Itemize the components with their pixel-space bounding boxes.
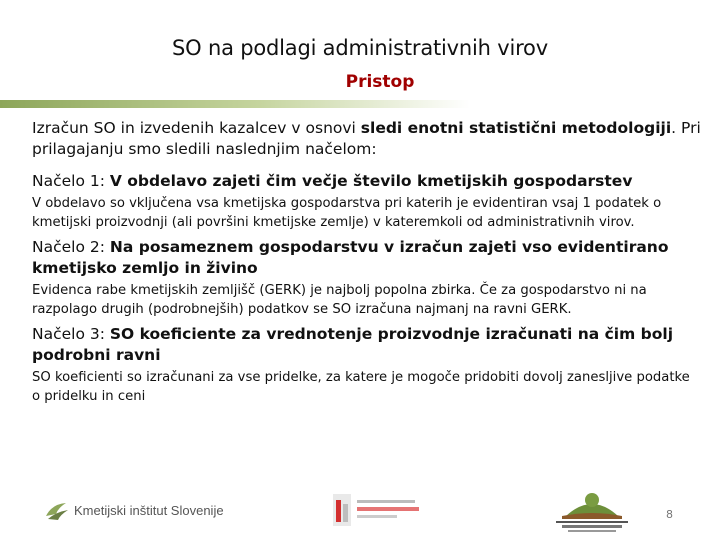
principle-2-title: Na posameznem gospodarstvu v izračun zajeti vso evidentirano kmetijsko zemljo in živino xyxy=(32,238,669,277)
intro-text-post: . Pri prilagajanju smo sledili naslednjim načelom: xyxy=(32,119,701,158)
intro-paragraph xyxy=(32,118,702,160)
principle-3-description: SO koeficienti so izračunani za vse pridelke, za katere je mogoče pridobiti dovolj zanesljive podatke o pridelku in ceni xyxy=(32,370,690,404)
title-divider xyxy=(0,100,470,108)
page-subtitle: Pristop xyxy=(345,72,415,92)
intro-text-pre: Izračun SO in izvedenih kazalcev v osnovi xyxy=(32,119,361,137)
kis-logo xyxy=(44,498,224,526)
principle-3-title: SO koeficiente za vrednotenje proizvodnje izračunati na čim bolj podrobni ravni xyxy=(32,325,674,364)
principle-1-title: V obdelavo zajeti čim večje število kmetijskih gospodarstev xyxy=(109,172,633,190)
partner-logo-right xyxy=(552,486,632,534)
principle-3-label: Načelo 3: xyxy=(32,325,110,343)
page-number: 8 xyxy=(666,508,673,521)
principle-2-label: Načelo 2: xyxy=(32,238,110,256)
principle-1-description: V obdelavo so vključena vsa kmetijska gospodarstva pri katerih je evidentiran vsaj 1 podatek o kmetijski proizvodnji (ali površini kmetijske zemlje) v kateremkoli od administrativnih virov. xyxy=(32,196,662,230)
partner-logo-center xyxy=(333,490,428,528)
kis-logo-icon xyxy=(44,500,70,522)
kis-logo-text: Kmetijski inštitut Slovenije xyxy=(74,503,224,518)
principle-1-heading xyxy=(32,171,702,192)
slide-footer xyxy=(0,484,720,540)
principle-2-heading xyxy=(32,237,702,279)
principle-3-heading xyxy=(32,324,702,366)
intro-text-bold: sledi enotni statistični metodologiji xyxy=(360,119,672,137)
slide-content xyxy=(32,118,702,411)
page-title: SO na podlagi administrativnih virov xyxy=(172,36,548,60)
principle-2-description: Evidenca rabe kmetijskih zemljišč (GERK) je najbolj popolna zbirka. Če za gospodarstvo ni na razpolago drugih (podrobnejših) podatkov se SO izračuna najmanj na ravni GERK. xyxy=(32,283,647,317)
principle-1-label: Načelo 1: xyxy=(32,172,110,190)
